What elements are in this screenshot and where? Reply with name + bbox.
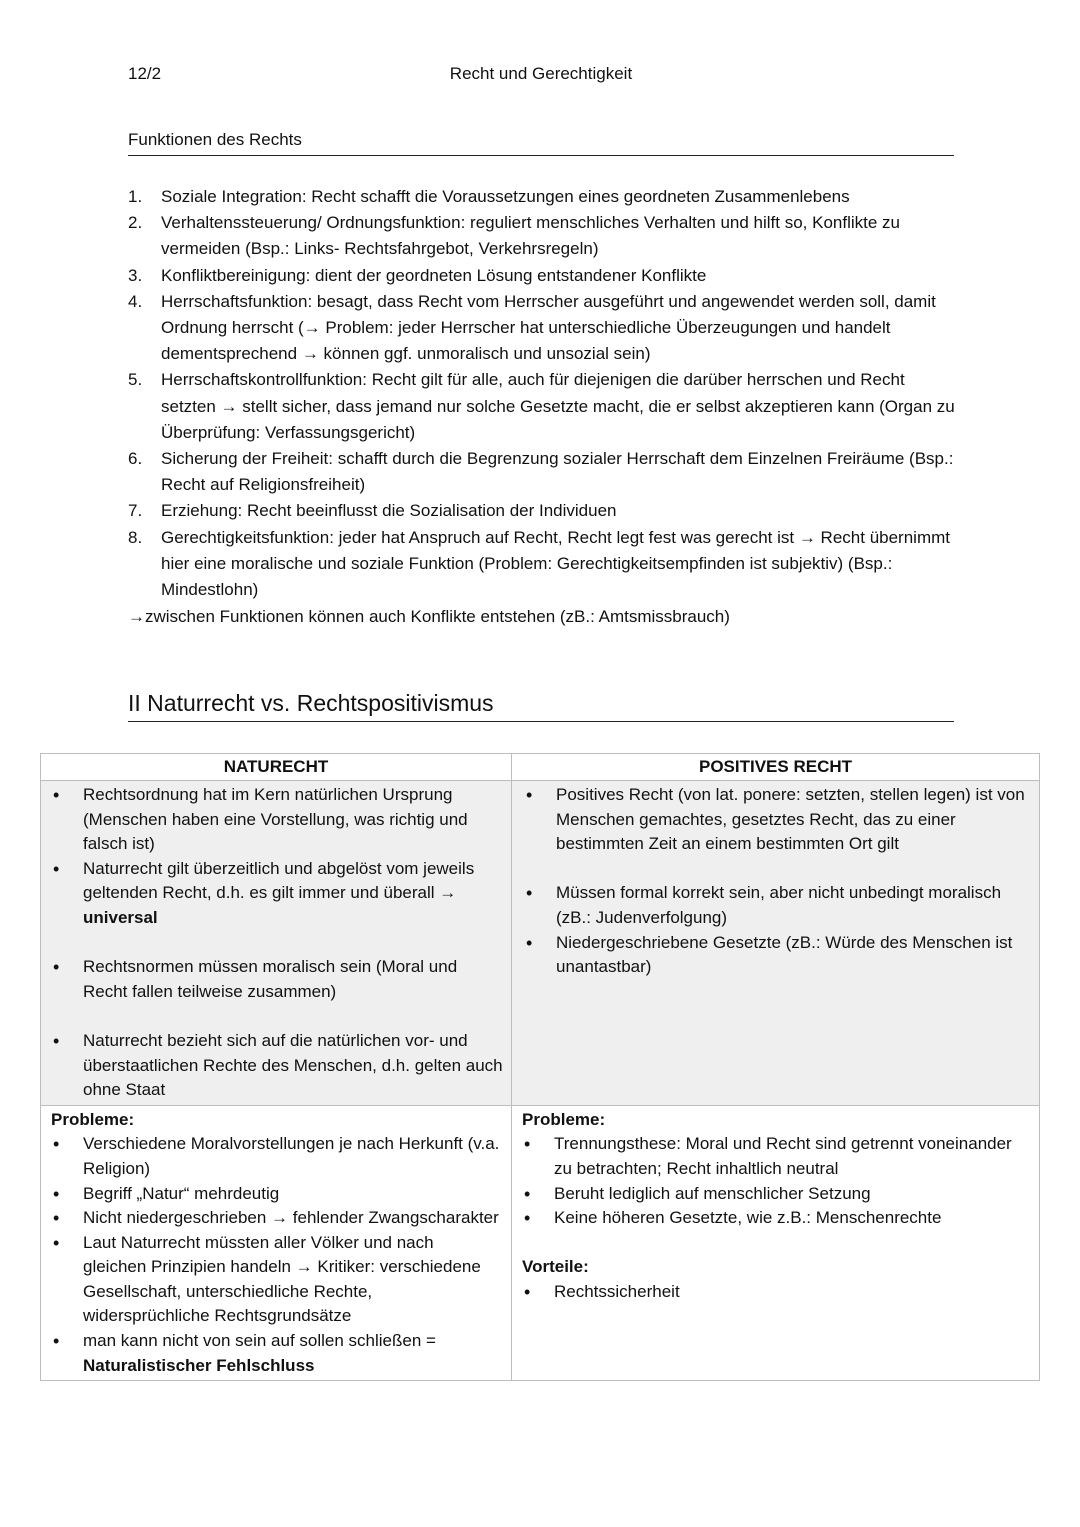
list-item: • Begriff „Natur“ mehrdeutig [51,1182,501,1207]
header-naturrecht: NATURECHT [41,754,512,781]
list-item: 8. Gerechtigkeitsfunktion: jeder hat Anspruch auf Recht, Recht legt fest was gerecht ist → Recht übernimmt hier eine moralische und soziale Funktion (Problem: Gerechtigkeitsempfinden ist subjektiv) (Bsp.: Mindestlohn) [128,527,950,600]
list-item: • Naturrecht gilt überzeitlich und abgelöst vom jeweils geltenden Recht, d.h. es gilt immer und überall → universal [51,857,503,931]
problems-label: Probleme: [522,1109,606,1129]
header-positives-recht: POSITIVES RECHT [512,754,1040,781]
list-item: • Rechtssicherheit [522,1280,1029,1305]
list-item: • Keine höheren Gesetzte, wie z.B.: Menschenrechte [522,1206,1029,1231]
list-item: 1. Soziale Integration: Recht schafft die Voraussetzungen eines geordneten Zusammenlebens [128,187,850,206]
list-item: • Positives Recht (von lat. ponere: setzten, stellen legen) ist von Menschen gemachtes, gesetztes Recht, das zu einer bestimmten Zeit an einem bestimmten Ort gilt [524,783,1029,857]
list-item: • Müssen formal korrekt sein, aber nicht unbedingt moralisch (zB.: Judenverfolgung) [524,881,1029,930]
list-item: • Rechtsordnung hat im Kern natürlichen Ursprung (Menschen haben eine Vorstellung, was richtig und falsch ist) [51,783,503,857]
list-item: • Rechtsnormen müssen moralisch sein (Moral und Recht fallen teilweise zusammen) [51,955,503,1004]
section-heading-funktionen: Funktionen des Rechts [128,130,954,156]
conflict-note: →zwischen Funktionen können auch Konflikte entstehen (zB.: Amtsmissbrauch) [128,607,730,626]
comparison-table [40,753,1040,1381]
list-item: • Beruht lediglich auf menschlicher Setzung [522,1182,1029,1207]
cell-positiv-points [512,781,1040,1106]
list-item: 4. Herrschaftsfunktion: besagt, dass Recht vom Herrscher ausgeführt und angewendet werden soll, damit Ordnung herrscht (→ Problem: jeder Herrscher hat unterschiedliche Überzeugungen und handelt dementsprechend → können ggf. unmoralisch und unsozial sein) [128,291,936,364]
list-item: • Trennungsthese: Moral und Recht sind getrennt voneinander zu betrachten; Recht inhaltlich neutral [522,1132,1029,1181]
page-title: Recht und Gerechtigkeit [449,64,633,83]
list-item: • man kann nicht von sein auf sollen schließen = Naturalistischer Fehlschluss [51,1329,501,1378]
cell-naturrecht-points [41,781,512,1106]
list-item: • Laut Naturrecht müssten aller Völker und nach gleichen Prinzipien handeln → Kritiker: verschiedene Gesellschaft, unterschiedliche Rechte, widersprüchliche Rechtsgrundsätze [51,1231,501,1329]
list-item: 7. Erziehung: Recht beeinflusst die Sozialisation der Individuen [128,501,617,521]
advantages-label: Vorteile: [522,1257,589,1277]
list-item: • Nicht niedergeschrieben → fehlender Zwangscharakter [51,1206,501,1231]
list-item: 3. Konfliktbereinigung: dient der geordneten Lösung entstandener Konflikte [128,265,707,285]
list-item: • Naturrecht bezieht sich auf die natürlichen vor- und überstaatlichen Rechte des Menschen, d.h. gelten auch ohne Staat [51,1029,503,1103]
functions-list [128,184,958,603]
list-item: • Niedergeschriebene Gesetzte (zB.: Würde des Menschen ist unantastbar) [524,931,1029,980]
problems-label: Probleme: [51,1109,135,1129]
list-item: 6. Sicherung der Freiheit: schafft durch die Begrenzung sozialer Herrschaft dem Einzelnen Freiräume (Bsp.: Recht auf Religionsfreiheit) [128,449,954,495]
page-header [128,64,954,92]
cell-positiv-problems [512,1105,1040,1381]
section-heading-naturrecht: II Naturrecht vs. Rechtspositivismus [128,690,954,722]
list-item: 2. Verhaltenssteuerung/ Ordnungsfunktion: reguliert menschliches Verhalten und hilft so, Konflikte zu vermeiden (Bsp.: Links- Rechtsfahrgebot, Verkehrsregeln) [128,213,900,259]
list-item: • Verschiedene Moralvorstellungen je nach Herkunft (v.a. Religion) [51,1132,501,1181]
cell-naturrecht-problems [41,1105,512,1381]
list-item: 5. Herrschaftskontrollfunktion: Recht gilt für alle, auch für diejenigen die darüber herrschen und Recht setzten → stellt sicher, dass jemand nur solche Gesetzte macht, die er selbst akzeptieren kann (Organ zu Überprüfung: Verfassungsgericht) [128,370,955,442]
page-number: 12/2 [128,64,162,83]
